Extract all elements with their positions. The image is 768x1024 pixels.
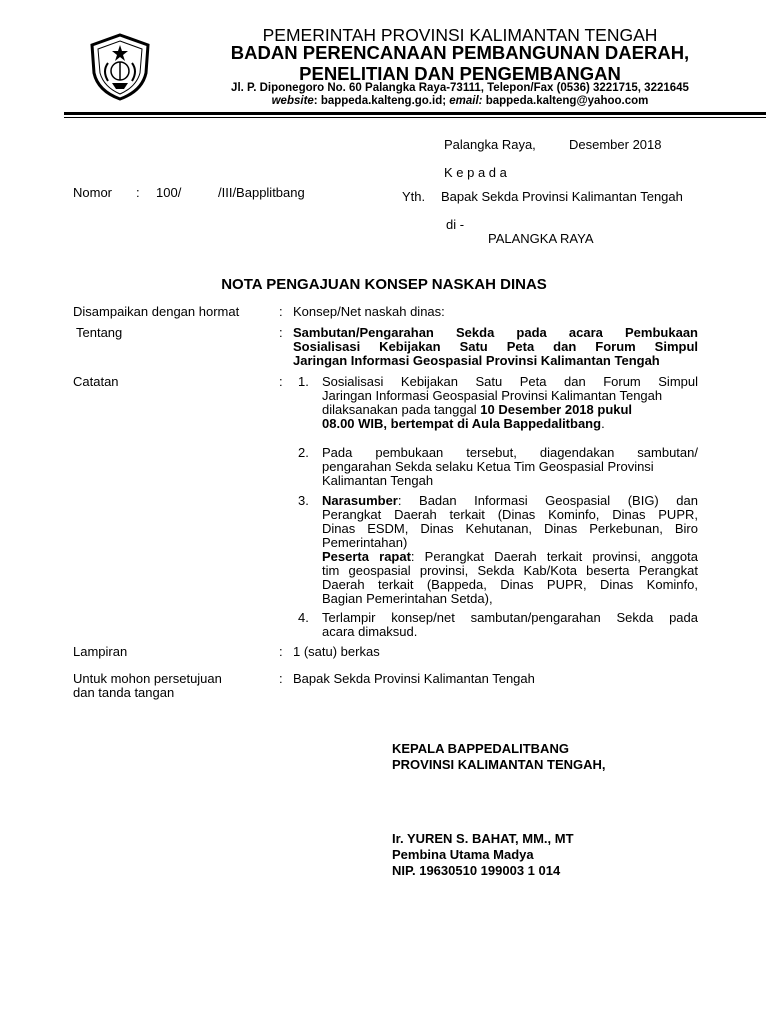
catatan-item-line: pengarahan Sekda selaku Ketua Tim Geospasial Provinsi [322, 459, 654, 474]
catatan-item-line [322, 403, 632, 417]
catatan-item-venue: 08.00 WIB, bertempat di Aula Bappedalitbang [322, 416, 602, 431]
catatan-item-line: Kalimantan Tengah [322, 473, 434, 488]
catatan-item-line [322, 550, 698, 564]
disampaikan-value: Konsep/Net naskah dinas: [293, 304, 445, 319]
website-value: : bappeda.kalteng.go.id; [313, 95, 447, 107]
catatan-item-number: 4. [298, 610, 309, 625]
lampiran-label: Lampiran [73, 644, 128, 659]
catatan-item-line: Terlampir konsep/net sambutan/pengarahan Sekda pada [322, 610, 698, 625]
catatan-item-line: Daerah terkait (Bappeda, Dinas PUPR, Dinas Kominfo, [322, 577, 698, 592]
kepada-label: K e p a d a [444, 165, 507, 180]
signatory-rank: Pembina Utama Madya [392, 847, 534, 862]
provincial-emblem-icon [86, 33, 154, 101]
catatan-item-date: 10 Desember 2018 pukul [480, 402, 633, 417]
catatan-item-line: acara dimaksud. [322, 624, 418, 639]
peserta-label: Peserta rapat [322, 549, 411, 564]
persetujuan-value: Bapak Sekda Provinsi Kalimantan Tengah [293, 671, 535, 686]
disampaikan-label: Disampaikan dengan hormat [73, 304, 240, 319]
catatan-item-line: Jaringan Informasi Geospasial Provinsi Kalimantan Tengah [322, 388, 663, 403]
catatan-item-number: 1. [298, 374, 309, 389]
nomor-code: /III/Bapplitbang [218, 185, 305, 200]
catatan-item-line: Pemerintahan) [322, 535, 408, 550]
persetujuan-label: Untuk mohon persetujuan [73, 671, 222, 686]
catatan-item-line [322, 417, 605, 431]
tentang-label: Tentang [76, 325, 123, 340]
tentang-line: Jaringan Informasi Geospasial Provinsi Kalimantan Tengah [293, 353, 660, 368]
di-label: di - [446, 217, 465, 232]
recipient-city: PALANGKA RAYA [488, 231, 594, 246]
letterhead-rule-thin [64, 117, 766, 118]
catatan-item-number: 3. [298, 493, 309, 508]
narasumber-text: : Badan Informasi Geospasial (BIG) dan [397, 493, 698, 508]
catatan-item-line: Sosialisasi Kebijakan Satu Peta dan Forum Simpul [322, 374, 698, 389]
nomor-colon: : [136, 185, 140, 200]
field-colon: : [279, 325, 283, 340]
nomor-label: Nomor [73, 185, 113, 200]
catatan-item-text: dilaksanakan pada tanggal [322, 402, 481, 417]
yth-label: Yth. [402, 189, 426, 204]
catatan-label: Catatan [73, 374, 119, 389]
signatory-nip: NIP. 19630510 199003 1 014 [392, 863, 561, 878]
tentang-line: Sosialisasi Kebijakan Satu Peta dan Forum Simpul [293, 339, 698, 354]
catatan-item-line: Dinas ESDM, Dinas Kehutanan, Dinas Perkebunan, Biro [322, 521, 698, 536]
website-label: website [271, 95, 314, 107]
catatan-item-line: Bagian Pemerintahan Setda), [322, 591, 493, 606]
header-address: Jl. P. Diponegoro No. 60 Palangka Raya-73111, Telepon/Fax (0536) 3221715, 3221645 [231, 82, 689, 94]
header-contact [160, 95, 760, 107]
catatan-item-line: Perangkat Daerah terkait (Dinas Kominfo, Dinas PUPR, [322, 507, 698, 522]
peserta-text: : Perangkat Daerah terkait provinsi, anggota [410, 549, 698, 564]
catatan-item-line: Pada pembukaan tersebut, diagendakan sambutan/ [322, 445, 698, 460]
persetujuan-label-2: dan tanda tangan [73, 685, 175, 700]
letterhead-rule-thick [64, 112, 766, 115]
catatan-item-end: . [601, 416, 605, 431]
email-label: email: [449, 95, 483, 107]
catatan-item-number: 2. [298, 445, 309, 460]
lampiran-value: 1 (satu) berkas [293, 644, 380, 659]
catatan-item-line: tim geospasial provinsi, Sekda Kab/Kota beserta Perangkat [322, 563, 698, 578]
recipient: Bapak Sekda Provinsi Kalimantan Tengah [441, 189, 683, 204]
narasumber-label: Narasumber [322, 493, 398, 508]
nomor-value: 100/ [156, 185, 182, 200]
header-agency: BADAN PERENCANAAN PEMBANGUNAN DAERAH, [230, 42, 690, 63]
field-colon: : [279, 374, 283, 389]
field-colon: : [279, 304, 283, 319]
tentang-line: Sambutan/Pengarahan Sekda pada acara Pembukaan [293, 325, 698, 340]
signatory-title: KEPALA BAPPEDALITBANG [392, 741, 569, 756]
catatan-item-line [322, 494, 698, 508]
letter-place: Palangka Raya, [444, 137, 536, 152]
signatory-title-2: PROVINSI KALIMANTAN TENGAH, [392, 757, 606, 772]
letter-date: Desember 2018 [569, 137, 662, 152]
field-colon: : [279, 644, 283, 659]
document-title: NOTA PENGAJUAN KONSEP NASKAH DINAS [221, 276, 547, 293]
email-value: bappeda.kalteng@yahoo.com [482, 95, 649, 107]
header-agency-2: PENELITIAN DAN PENGEMBANGAN [299, 63, 621, 84]
signatory-name: Ir. YUREN S. BAHAT, MM., MT [392, 831, 574, 846]
header-government: PEMERINTAH PROVINSI KALIMANTAN TENGAH [262, 25, 658, 45]
field-colon: : [279, 671, 283, 686]
